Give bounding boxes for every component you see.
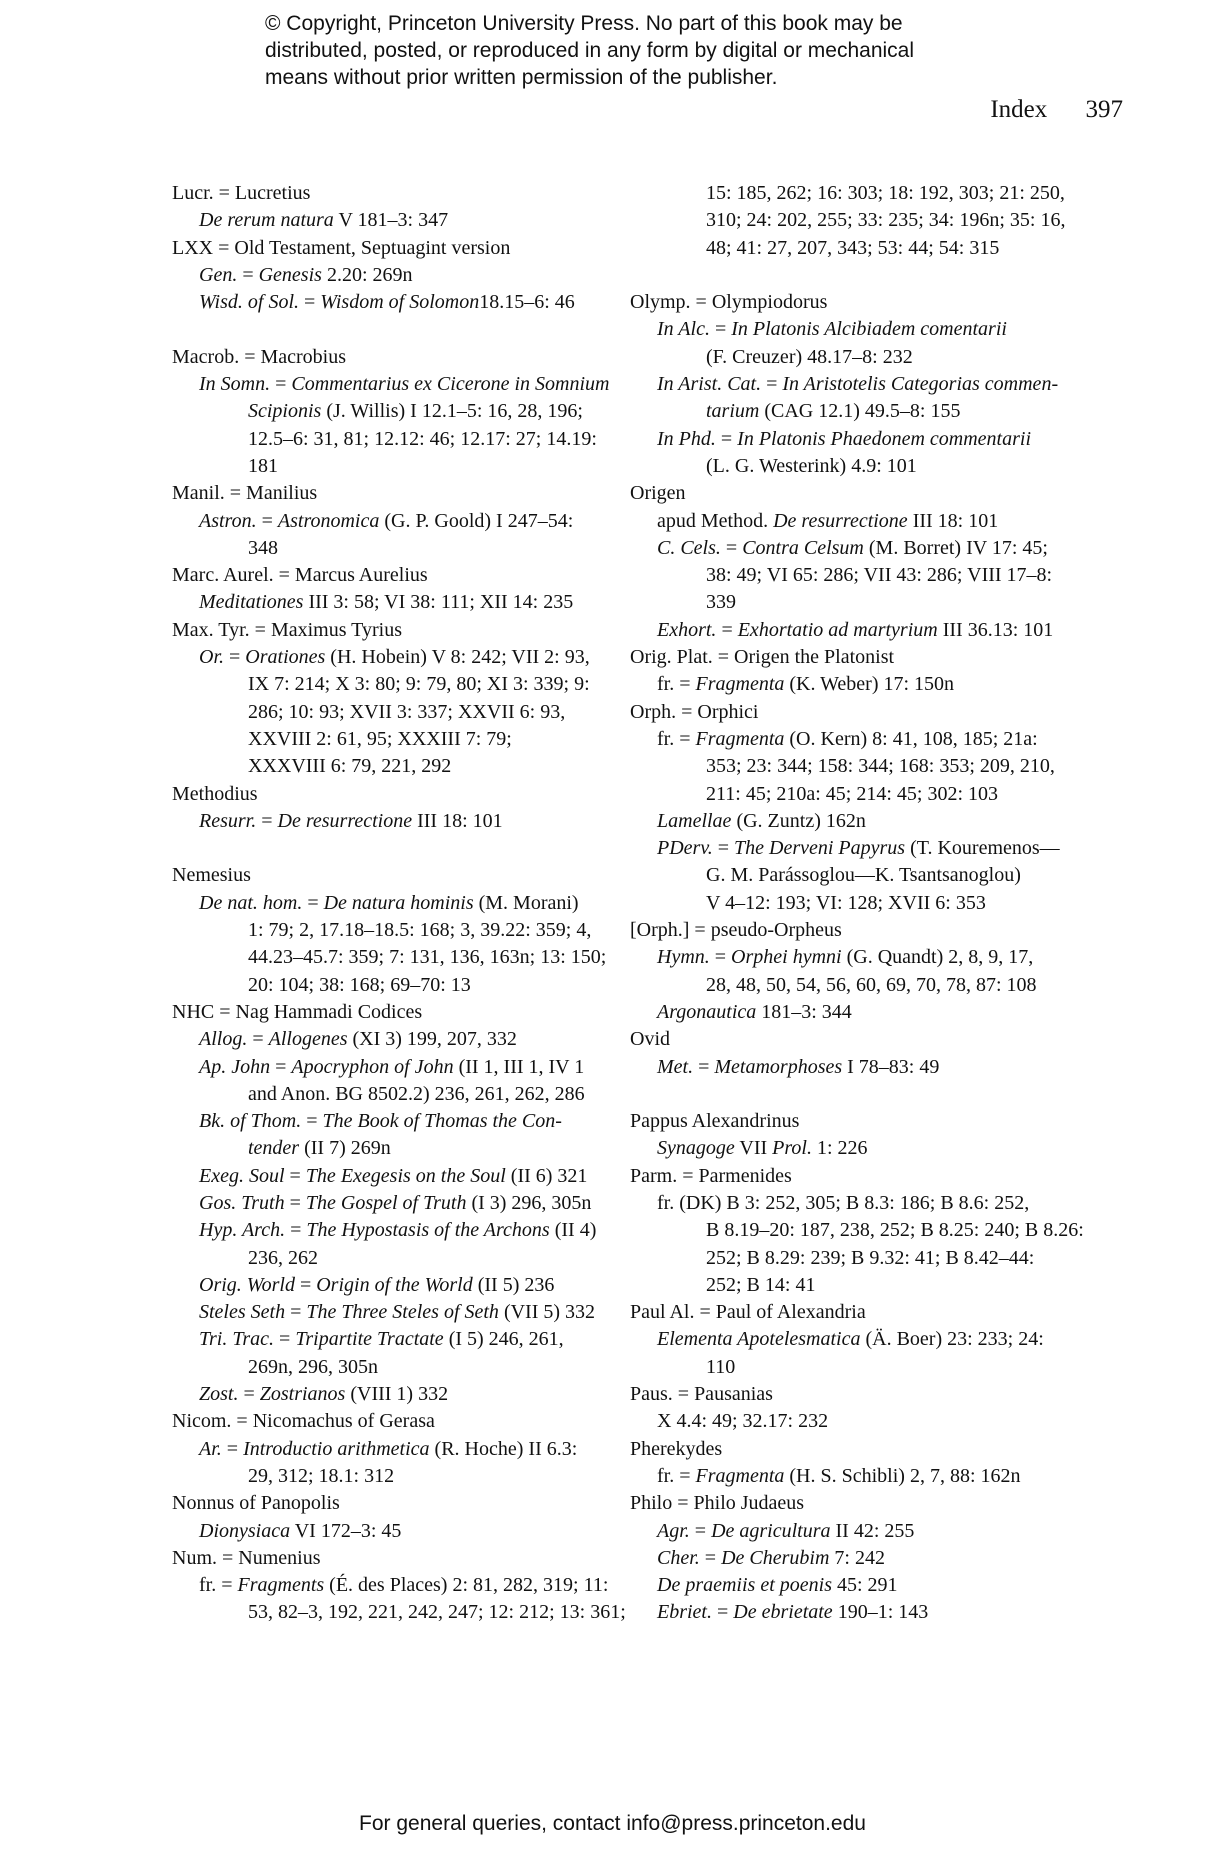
running-head <box>990 96 1123 124</box>
index-entry: apud Method. De resurrectione III 18: 101 <box>657 509 999 532</box>
index-entry: 286; 10: 93; XVII 3: 337; XXVII 6: 93, <box>248 700 566 723</box>
index-entry: fr. (DK) B 3: 252, 305; B 8.3: 186; B 8.6: 252, <box>657 1191 1030 1214</box>
index-entry: De nat. hom. = De natura hominis (M. Morani) <box>199 891 579 914</box>
index-heading: Orph. = Orphici <box>630 700 759 723</box>
index-entry: Zost. = Zostrianos (VIII 1) 332 <box>199 1383 449 1406</box>
index-entry: 38: 49; VI 65: 286; VII 43: 286; VIII 17–8: <box>706 564 1053 587</box>
index-heading: NHC = Nag Hammadi Codices <box>172 1000 423 1023</box>
index-entry: (F. Creuzer) 48.17–8: 232 <box>706 345 913 368</box>
index-entry: Gen. = Genesis 2.20: 269n <box>199 263 413 286</box>
index-entry: Scipionis (J. Willis) I 12.1–5: 16, 28, 196; <box>248 400 583 423</box>
index-entry: Argonautica 181–3: 344 <box>657 1000 852 1023</box>
index-entry: 310; 24: 202, 255; 33: 235; 34: 196n; 35: 16, <box>706 209 1066 232</box>
index-heading: Macrob. = Macrobius <box>172 345 347 368</box>
index-entry: 339 <box>706 591 736 614</box>
index-heading: Nemesius <box>172 864 251 887</box>
index-entry: Or. = Orationes (H. Hobein) V 8: 242; VII 2: 93, <box>199 646 590 669</box>
index-entry: C. Cels. = Contra Celsum (M. Borret) IV 17: 45; <box>657 536 1048 559</box>
index-heading: Pherekydes <box>630 1437 723 1460</box>
page-number: 397 <box>1085 96 1123 123</box>
index-entry: Ap. John = Apocryphon of John (II 1, III 1, IV 1 <box>199 1055 585 1078</box>
copyright-notice <box>265 10 1025 91</box>
index-entry: Gos. Truth = The Gospel of Truth (I 3) 296, 305n <box>199 1191 592 1214</box>
index-entry: 269n, 296, 305n <box>248 1355 378 1378</box>
index-heading: Num. = Numenius <box>172 1546 321 1569</box>
index-entry: 15: 185, 262; 16: 303; 18: 192, 303; 21: 250, <box>706 182 1065 204</box>
index-heading: Lucr. = Lucretius <box>172 182 311 204</box>
index-entry: Cher. = De Cherubim 7: 242 <box>657 1546 885 1569</box>
index-entry: G. M. Parássoglou—K. Tsantsanoglou) <box>706 864 1021 887</box>
index-entry: Synagoge VII Prol. 1: 226 <box>657 1137 868 1160</box>
index-heading: Paus. = Pausanias <box>630 1383 773 1406</box>
index-entry: (L. G. Westerink) 4.9: 101 <box>706 454 917 477</box>
index-heading: Pappus Alexandrinus <box>630 1110 800 1133</box>
index-entry: Orig. World = Origin of the World (II 5) 236 <box>199 1273 555 1296</box>
index-entry: In Phd. = In Platonis Phaedonem commentarii <box>657 427 1032 450</box>
index-entry: 236, 262 <box>248 1246 318 1269</box>
index-heading: Marc. Aurel. = Marcus Aurelius <box>172 564 428 587</box>
index-entry: Wisd. of Sol. = Wisdom of Solomon18.15–6: 46 <box>199 291 575 314</box>
index-entry: Ebriet. = De ebrietate 190–1: 143 <box>657 1601 929 1624</box>
index-heading: Paul Al. = Paul of Alexandria <box>630 1301 866 1324</box>
index-entry: In Somn. = Commentarius ex Cicerone in Somnium <box>199 373 610 396</box>
index-entry: 252; B 8.29: 239; B 9.32: 41; B 8.42–44: <box>706 1246 1035 1269</box>
index-column-right <box>630 180 1084 1627</box>
index-entry: 20: 104; 38: 168; 69–70: 13 <box>248 973 471 996</box>
index-entry: and Anon. BG 8502.2) 236, 261, 262, 286 <box>248 1082 585 1105</box>
index-entry: Exhort. = Exhortatio ad martyrium III 36.13: 101 <box>657 618 1054 641</box>
index-heading: Nicom. = Nicomachus of Gerasa <box>172 1410 435 1433</box>
letter-gap <box>172 316 622 343</box>
index-entry: IX 7: 214; X 3: 80; 9: 79, 80; XI 3: 339; 9: <box>248 673 590 696</box>
index-entry: Hymn. = Orphei hymni (G. Quandt) 2, 8, 9, 17, <box>657 946 1034 969</box>
index-entry: In Arist. Cat. = In Aristotelis Categorias commen- <box>657 373 1059 396</box>
index-entry: 1: 79; 2, 17.18–18.5: 168; 3, 39.22: 359; 4, <box>248 919 592 942</box>
index-entry: 28, 48, 50, 54, 56, 60, 69, 70, 78, 87: 108 <box>706 973 1037 996</box>
index-entry: 110 <box>706 1355 736 1378</box>
index-entry: XXXVIII 6: 79, 221, 292 <box>248 755 452 778</box>
index-entry: fr. = Fragmenta (K. Weber) 17: 150n <box>657 673 955 696</box>
index-entry: 53, 82–3, 192, 221, 242, 247; 12: 212; 13: 361; <box>248 1601 626 1624</box>
index-entry: 12.5–6: 31, 81; 12.12: 46; 12.17: 27; 14.19: <box>248 427 597 450</box>
index-entry: Allog. = Allogenes (XI 3) 199, 207, 332 <box>199 1028 517 1051</box>
copyright-line: © Copyright, Princeton University Press. No part of this book may be <box>265 12 903 35</box>
index-entry: fr. = Fragmenta (O. Kern) 8: 41, 108, 185; 21a: <box>657 727 1038 750</box>
index-heading: Nonnus of Panopolis <box>172 1492 340 1515</box>
index-entry: Hyp. Arch. = The Hypostasis of the Archons (II 4) <box>199 1219 597 1242</box>
index-entry: tender (II 7) 269n <box>248 1137 391 1160</box>
index-entry: Tri. Trac. = Tripartite Tractate (I 5) 246, 261, <box>199 1328 564 1351</box>
index-entry: De praemiis et poenis 45: 291 <box>657 1574 898 1597</box>
index-entry: 348 <box>248 536 278 559</box>
index-heading: Manil. = Manilius <box>172 482 318 505</box>
letter-gap <box>172 835 622 862</box>
index-entry: 44.23–45.7: 359; 7: 131, 136, 163n; 13: 150; <box>248 946 607 969</box>
index-entry: In Alc. = In Platonis Alcibiadem comentarii <box>657 318 1007 341</box>
index-entry: Bk. of Thom. = The Book of Thomas the Con- <box>199 1110 562 1133</box>
copyright-line: means without prior written permission of the publisher. <box>265 66 778 89</box>
copyright-line: distributed, posted, or reproduced in any form by digital or mechanical <box>265 39 915 62</box>
index-entry: Steles Seth = The Three Steles of Seth (VII 5) 332 <box>199 1301 596 1324</box>
index-entry: V 4–12: 193; VI: 128; XVII 6: 353 <box>706 891 986 914</box>
running-head-title: Index <box>990 96 1048 123</box>
index-entry: Agr. = De agricultura II 42: 255 <box>657 1519 915 1542</box>
index-heading: LXX = Old Testament, Septuagint version <box>172 236 511 259</box>
index-heading: Max. Tyr. = Maximus Tyrius <box>172 618 402 641</box>
index-entry: Elementa Apotelesmatica (Ä. Boer) 23: 233; 24: <box>657 1328 1044 1351</box>
index-entry: Exeg. Soul = The Exegesis on the Soul (II 6) 321 <box>199 1164 588 1187</box>
index-heading: Ovid <box>630 1028 670 1051</box>
index-entry: 211: 45; 210a: 45; 214: 45; 302: 103 <box>706 782 999 805</box>
index-heading: Orig. Plat. = Origen the Platonist <box>630 646 895 669</box>
index-entry: De rerum natura V 181–3: 347 <box>199 209 449 232</box>
index-entry: Resurr. = De resurrectione III 18: 101 <box>199 809 503 832</box>
index-entry: XXVIII 2: 61, 95; XXXIII 7: 79; <box>248 727 512 750</box>
index-entry: 181 <box>248 454 278 477</box>
letter-gap <box>630 1081 1080 1108</box>
index-heading: Parm. = Parmenides <box>630 1164 792 1187</box>
index-entry: 353; 23: 344; 158: 344; 168: 353; 209, 210, <box>706 755 1055 778</box>
index-entry: Lamellae (G. Zuntz) 162n <box>657 809 866 832</box>
index-entry: X 4.4: 49; 32.17: 232 <box>657 1410 829 1433</box>
index-entry: PDerv. = The Derveni Papyrus (T. Kouremenos— <box>657 837 1060 860</box>
footer-contact: For general queries, contact info@press.princeton.edu <box>359 1812 866 1835</box>
index-entry: Dionysiaca VI 172–3: 45 <box>199 1519 402 1542</box>
index-entry: 252; B 14: 41 <box>706 1273 816 1296</box>
index-heading: Olymp. = Olympiodorus <box>630 291 828 314</box>
index-heading: Methodius <box>172 782 258 805</box>
index-heading: Philo = Philo Judaeus <box>630 1492 805 1515</box>
index-entry: Ar. = Introductio arithmetica (R. Hoche) II 6.3: <box>199 1437 578 1460</box>
letter-gap <box>630 262 1080 289</box>
index-entry: Meditationes III 3: 58; VI 38: 111; XII 14: 235 <box>199 591 574 614</box>
index-entry: fr. = Fragments (É. des Places) 2: 81, 282, 319; 11: <box>199 1574 609 1597</box>
index-column-left <box>172 180 626 1627</box>
index-entry: Astron. = Astronomica (G. P. Goold) I 247–54: <box>199 509 574 532</box>
index-entry: 29, 312; 18.1: 312 <box>248 1464 395 1487</box>
index-heading: Origen <box>630 482 686 505</box>
index-entry: Met. = Metamorphoses I 78–83: 49 <box>657 1055 940 1078</box>
index-heading: [Orph.] = pseudo-Orpheus <box>630 919 842 942</box>
index-entry: 48; 41: 27, 207, 343; 53: 44; 54: 315 <box>706 236 1000 259</box>
index-entry: B 8.19–20: 187, 238, 252; B 8.25: 240; B 8.26: <box>706 1219 1084 1242</box>
index-entry: tarium (CAG 12.1) 49.5–8: 155 <box>706 400 961 423</box>
index-entry: fr. = Fragmenta (H. S. Schibli) 2, 7, 88: 162n <box>657 1464 1021 1487</box>
